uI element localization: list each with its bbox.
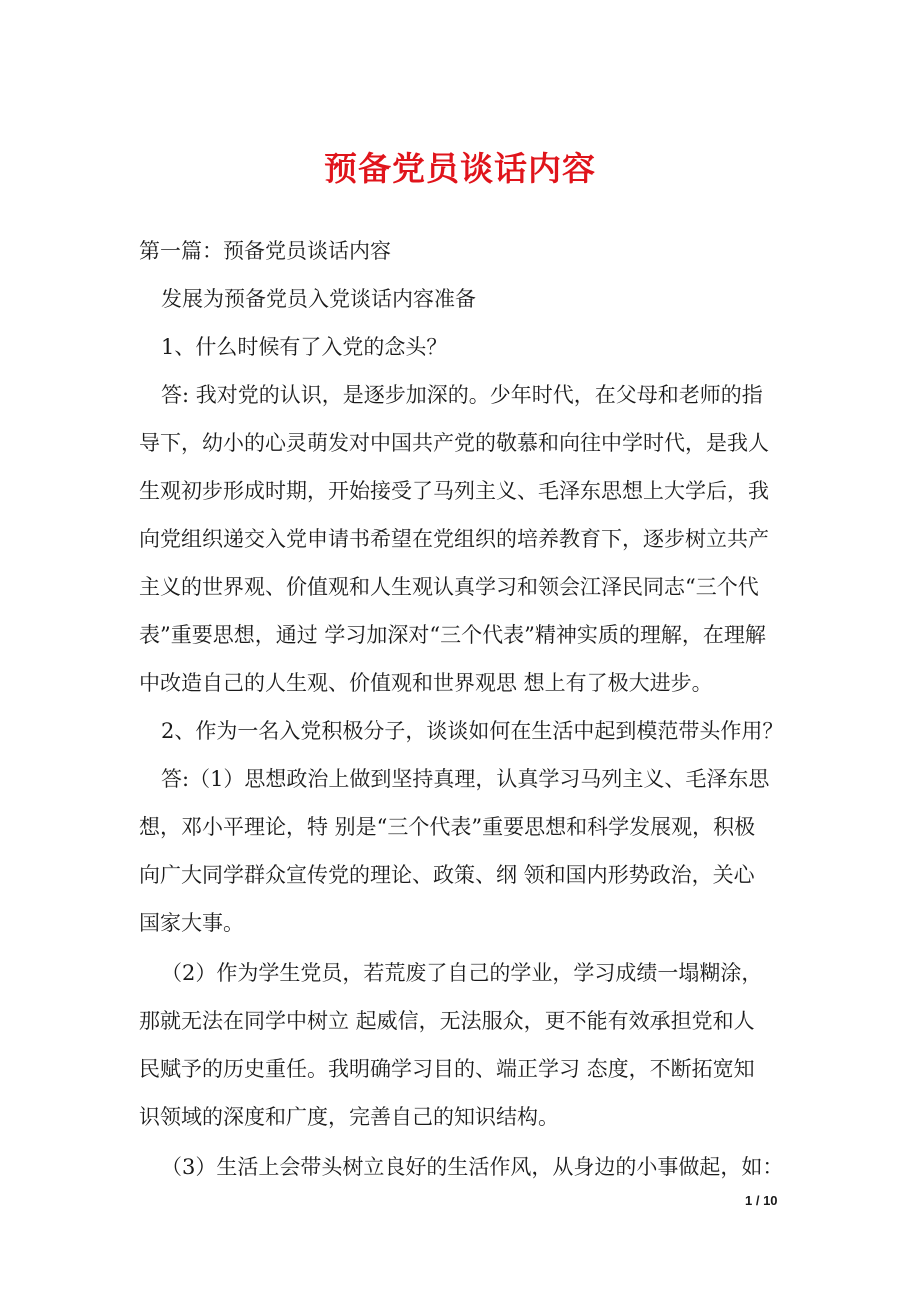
page-number: 1 / 10 <box>745 1193 778 1208</box>
section-heading: 第一篇：预备党员谈话内容 <box>139 239 391 263</box>
document-title: 预备党员谈话内容 <box>324 149 596 188</box>
answer-2-line-2: 想，邓小平理论，特 别是“三个代表”重要思想和科学发展观，积极 <box>139 815 756 839</box>
answer-1-line-7: 中改造自己的人生观、价值观和世界观思 想上有了极大进步。 <box>139 671 713 695</box>
point-2-line-1: （2）作为学生党员，若荒废了自己的学业，学习成绩一塌糊涂， <box>161 961 763 985</box>
point-2-line-4: 识领域的深度和广度，完善自己的知识结构。 <box>139 1105 559 1129</box>
document-body <box>139 227 804 1191</box>
subheading: 发展为预备党员入党谈话内容准备 <box>161 287 476 311</box>
answer-1-line-2: 导下，幼小的心灵萌发对中国共产党的敬慕和向往中学时代，是我人 <box>139 431 769 455</box>
answer-2-line-3: 向广大同学群众宣传党的理论、政策、纲 领和国内形势政治，关心 <box>139 863 755 887</box>
question-1: 1、什么时候有了入党的念头？ <box>161 335 448 359</box>
answer-2-line-4: 国家大事。 <box>139 911 244 935</box>
question-2: 2、作为一名入党积极分子，谈谈如何在生活中起到模范带头作用？ <box>161 719 784 743</box>
point-3-line-1: （3）生活上会带头树立良好的生活作风，从身边的小事做起，如： <box>161 1155 784 1179</box>
answer-1-line-6: 表”重要思想，通过 学习加深对“三个代表”精神实质的理解，在理解 <box>139 623 766 647</box>
answer-1-line-1: 答: 我对党的认识，是逐步加深的。少年时代，在父母和老师的指 <box>161 383 763 407</box>
point-2-line-2: 那就无法在同学中树立 起威信，无法服众，更不能有效承担党和人 <box>139 1009 755 1033</box>
answer-1-line-5: 主义的世界观、价值观和人生观认真学习和领会江泽民同志“三个代 <box>139 575 759 599</box>
answer-1-line-4: 向党组织递交入党申请书希望在党组织的培养教育下，逐步树立共产 <box>139 527 769 551</box>
answer-2-line-1: 答:（1）思想政治上做到坚持真理，认真学习马列主义、毛泽东思 <box>161 767 770 791</box>
answer-1-line-3: 生观初步形成时期，开始接受了马列主义、毛泽东思想上大学后，我 <box>139 479 769 503</box>
point-2-line-3: 民赋予的历史重任。我明确学习目的、端正学习 态度，不断拓宽知 <box>139 1057 755 1081</box>
